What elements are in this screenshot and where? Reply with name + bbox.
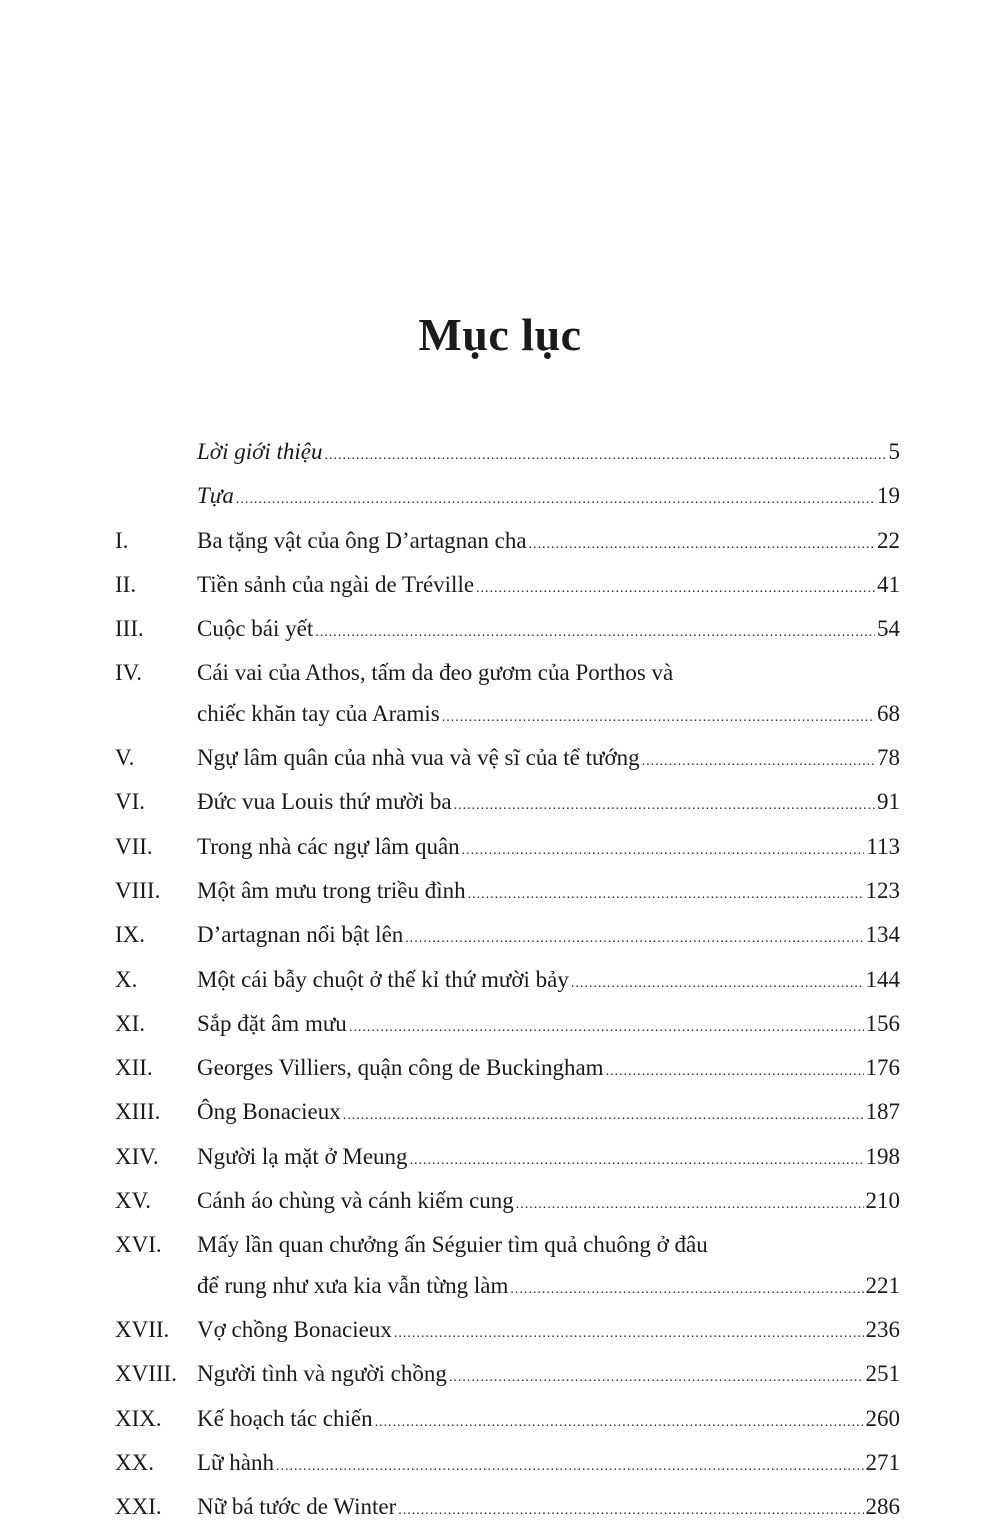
toc-entry [115,871,900,915]
chapter-title-block [197,1354,900,1398]
toc-line [197,1004,900,1048]
dot-leader [642,742,875,782]
chapter-title-block [197,1092,900,1136]
dot-leader [454,786,875,826]
chapter-title-block [197,1443,900,1487]
chapter-title: Nữ bá tước de Winter [197,1494,397,1520]
dot-leader [236,480,875,520]
chapter-title-block [197,871,900,915]
page-number: 41 [877,571,900,597]
chapter-title-block [197,738,900,782]
page-number: 198 [865,1143,900,1169]
page-number: 271 [865,1449,900,1475]
dot-leader [510,1270,863,1310]
toc-line [197,827,900,871]
chapter-number: IX. [115,922,146,948]
dot-leader [449,1358,864,1398]
chapter-title-block [197,782,900,826]
chapter-title: D’artagnan nổi bật lên [197,922,404,948]
chapter-title-block [197,1225,900,1310]
page-number: 286 [865,1494,900,1520]
chapter-title: Sắp đặt âm mưu [197,1010,347,1036]
page-number: 113 [866,833,900,859]
toc-line [197,1487,900,1531]
page-number: 19 [877,483,900,509]
toc-entry [115,1399,900,1443]
chapter-title: Cái vai của Athos, tấm da đeo gươm của Porthos và [197,660,674,686]
toc-entry [115,521,900,565]
toc-line [197,476,900,520]
chapter-title: Ông Bonacieux [197,1099,341,1125]
chapter-title-block [197,1310,900,1354]
dot-leader [276,1447,864,1487]
chapter-number: XVIII. [115,1361,177,1387]
chapter-title-block [197,1399,900,1443]
chapter-title: Ba tặng vật của ông D’artagnan cha [197,527,527,553]
chapter-number: XII. [115,1055,153,1081]
page-number: 221 [865,1272,900,1298]
page-number: 260 [865,1405,900,1431]
page-number: 54 [877,616,900,642]
chapter-number: XIV. [115,1143,159,1169]
toc-entry [115,1092,900,1136]
chapter-title-block [197,1487,900,1531]
toc-line [197,1048,900,1092]
dot-leader [405,919,863,959]
page-number: 144 [865,966,900,992]
chapter-title-block [197,476,900,520]
chapter-title-block [197,521,900,565]
page-number: 176 [865,1055,900,1081]
dot-leader [462,831,865,871]
toc-entry [115,827,900,871]
chapter-number: I. [115,527,129,553]
toc-line [197,1310,900,1354]
toc-entry [115,1048,900,1092]
page-number: 251 [865,1361,900,1387]
toc-entry [115,476,900,520]
dot-leader [375,1403,864,1443]
chapter-title-block [197,960,900,1004]
toc-entry [115,1181,900,1225]
toc-line [197,915,900,959]
dot-leader [398,1491,863,1531]
chapter-number: III. [115,616,144,642]
toc-line [197,738,900,782]
toc-entry [115,960,900,1004]
toc-line [197,609,900,653]
dot-leader [315,613,875,653]
toc-line [197,1181,900,1225]
chapter-title-block [197,565,900,609]
chapter-title-block [197,609,900,653]
chapter-title: Kế hoạch tác chiến [197,1405,373,1431]
toc-entry [115,782,900,826]
dot-leader [468,875,864,915]
chapter-title: Tựa [197,483,234,509]
chapter-title: Cánh áo chùng và cánh kiếm cung [197,1188,514,1214]
page-number: 236 [865,1316,900,1342]
toc-line [197,871,900,915]
page-number: 78 [877,745,900,771]
toc-entry [115,565,900,609]
toc-line [197,694,900,738]
toc-line [197,1225,900,1265]
chapter-title-block [197,1004,900,1048]
page-number: 210 [865,1188,900,1214]
chapter-number: XVI. [115,1232,162,1258]
dot-leader [325,436,887,476]
chapter-title: để rung như xưa kia vẫn từng làm [197,1272,509,1298]
chapter-number: XXI. [115,1494,162,1520]
toc-line [197,653,900,693]
chapter-title-block [197,432,900,476]
toc-entry [115,1310,900,1354]
page-number: 68 [877,700,900,726]
chapter-number: VI. [115,789,146,815]
chapter-title-block [197,827,900,871]
chapter-title: Một cái bẫy chuột ở thế kỉ thứ mười bảy [197,966,569,992]
chapter-title: Một âm mưu trong triều đình [197,877,466,903]
chapter-number: VIII. [115,877,161,903]
toc-line [197,1137,900,1181]
dot-leader [410,1141,864,1181]
dot-leader [529,525,875,565]
dot-leader [476,569,875,609]
toc-entry [115,609,900,653]
toc-entry [115,1354,900,1398]
page-number: 5 [888,439,900,464]
chapter-title: Mấy lần quan chưởng ấn Séguier tìm quả chuông ở đâu [197,1232,708,1258]
chapter-title: chiếc khăn tay của Aramis [197,700,440,726]
page-title: Mục lục [418,309,582,360]
chapter-number: XIX. [115,1405,162,1431]
toc-line [197,1266,900,1310]
toc-entry [115,1004,900,1048]
page-number: 156 [865,1010,900,1036]
toc-line [197,782,900,826]
page-number: 134 [865,922,900,948]
toc-line [197,432,900,476]
dot-leader [394,1314,864,1354]
chapter-number: V. [115,745,135,771]
toc-entry [115,1487,900,1531]
chapter-title: Người lạ mặt ở Meung [197,1143,408,1169]
chapter-title-block [197,915,900,959]
page-number: 187 [865,1099,900,1125]
chapter-title: Georges Villiers, quận công de Buckingham [197,1055,604,1081]
chapter-title: Trong nhà các ngự lâm quân [197,833,460,859]
dot-leader [516,1185,864,1225]
toc-line [197,1443,900,1487]
toc-line [197,1399,900,1443]
chapter-number: XI. [115,1010,146,1036]
dot-leader [606,1052,864,1092]
chapter-number: VII. [115,833,153,859]
chapter-title: Người tình và người chồng [197,1361,447,1387]
toc-line [197,521,900,565]
page-number: 91 [877,789,900,815]
chapter-title-block [197,1137,900,1181]
toc-entry [115,1225,900,1310]
dot-leader [442,698,875,738]
chapter-number: XVII. [115,1316,170,1342]
chapter-title: Vợ chồng Bonacieux [197,1316,392,1342]
chapter-number: XV. [115,1188,152,1214]
dot-leader [349,1008,864,1048]
toc-entry [115,1443,900,1487]
chapter-title: Cuộc bái yết [197,616,314,642]
toc-entry [115,653,900,738]
chapter-title-block [197,1048,900,1092]
toc-entry [115,1137,900,1181]
toc-line [197,1354,900,1398]
chapter-number: IV. [115,660,143,686]
chapter-title: Ngự lâm quân của nhà vua và vệ sĩ của tể tướng [197,745,640,771]
chapter-title: Lữ hành [197,1449,274,1475]
dot-leader [571,964,864,1004]
chapter-title-block [197,653,900,738]
toc-line [197,565,900,609]
toc-line [197,1092,900,1136]
dot-leader [343,1096,864,1136]
toc-line [197,960,900,1004]
toc-entry [115,432,900,476]
chapter-title: Tiền sảnh của ngài de Tréville [197,571,475,597]
toc-entry [115,915,900,959]
chapter-title: Lời giới thiệu [197,439,323,464]
chapter-title: Đức vua Louis thứ mười ba [197,789,452,815]
table-of-contents [115,432,900,1531]
chapter-number: XX. [115,1449,154,1475]
page-number: 22 [877,527,900,553]
chapter-number: II. [115,571,137,597]
toc-entry [115,738,900,782]
page-number: 123 [865,877,900,903]
chapter-title-block [197,1181,900,1225]
chapter-number: X. [115,966,138,992]
chapter-number: XIII. [115,1099,161,1125]
